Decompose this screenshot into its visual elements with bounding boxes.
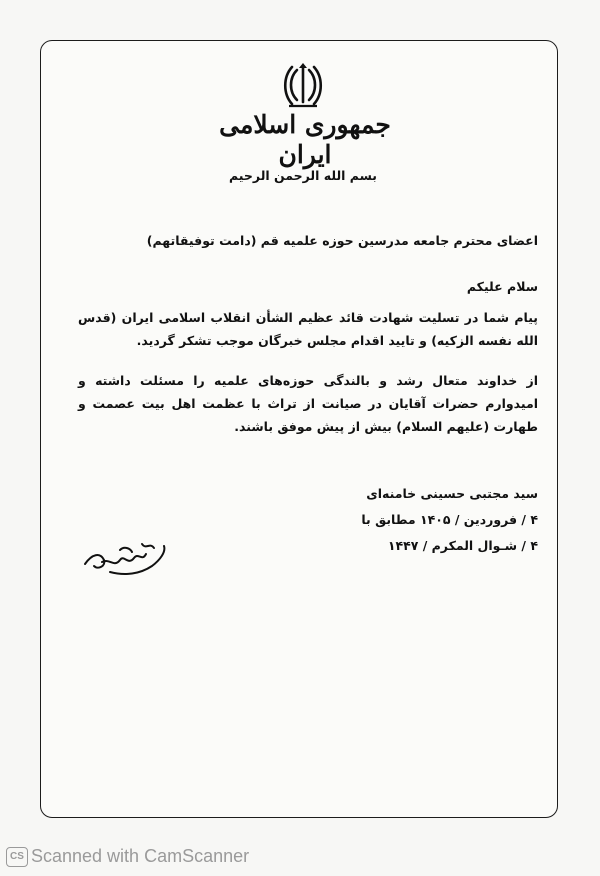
salutation-line: سلام علیکم bbox=[466, 279, 538, 294]
state-name-header: جمهوری اسلامی ایران bbox=[219, 110, 391, 169]
iran-emblem-icon bbox=[283, 62, 323, 108]
signature-block bbox=[278, 481, 538, 559]
scanner-watermark-text: Scanned with CamScanner bbox=[31, 846, 250, 866]
date-solar: ۴ / فروردین / ۱۴۰۵ مطابق با bbox=[361, 512, 538, 527]
handwritten-signature bbox=[80, 532, 170, 582]
body-paragraph-1: پیام شما در تسلیت شهادت قائد عظیم الشأن انقلاب اسلامی ایران (قدس الله نفسه الزکیه) و تایید اقدام مجلس خبرگان موجب تشکر گردید. bbox=[78, 310, 538, 348]
date-lunar: ۴ / شـوال المکرم / ۱۴۴۷ bbox=[387, 538, 538, 553]
addressee-line: اعضای محترم جامعه مدرسین حوزه علمیه قم (دامت توفیقاتهم) bbox=[146, 233, 538, 248]
signer-name: سید مجتبی حسینی خامنه‌ای bbox=[366, 486, 538, 501]
bismillah-heading: بسم الله الرحمن الرحیم bbox=[229, 168, 377, 183]
scanner-watermark bbox=[6, 846, 249, 867]
body-paragraph-2: از خداوند متعال رشد و بالندگی حوزه‌های علمیه را مسئلت داشته و امیدوارم حضرات آقایان در صیانت از تراث با عظمت اهل بیت عصمت و طهارت (علیهم السلام) بیش از پیش موفق باشند. bbox=[78, 373, 538, 434]
camscanner-badge: CS bbox=[6, 847, 28, 867]
